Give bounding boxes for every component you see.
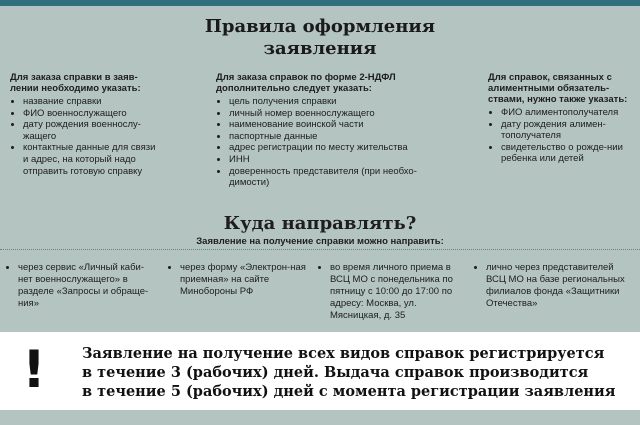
list-item: • свидетельство о рожде-нии ребенка или детей <box>501 142 630 165</box>
page-title <box>0 16 640 60</box>
list-item: • наименование воинской части <box>229 119 446 131</box>
route-personal-visit <box>318 262 466 322</box>
list-item: • дату рождения алимен-тополучателя <box>501 119 630 142</box>
page-title-line-1: Правила оформления <box>204 16 436 37</box>
requirements-list <box>488 107 630 165</box>
list-item: • цель получения справки <box>229 96 446 108</box>
route-e-reception <box>168 262 308 298</box>
list-item: • дату рождения военнослу-жащего <box>23 119 160 142</box>
list-item: • паспортные данные <box>229 131 446 143</box>
notice-line: в течение 5 (рабочих) дней с момента регистрации заявления <box>82 383 616 400</box>
list-item: • адрес регистрации по месту жительства <box>229 142 446 154</box>
top-accent-bar <box>0 0 640 6</box>
requirements-list <box>10 96 160 177</box>
notice-line: в течение 3 (рабочих) дней. Выдача справок производится <box>82 364 589 381</box>
column-heading: Для справок, связанных с алиментными обязатель-ствами, нужно также указать: <box>488 72 628 105</box>
route-text: • во время личного приема в ВСЦ МО с понедельника по пятницу с 10:00 до 17:00 по адресу: Москва, ул. Мясницкая, д. 35 <box>330 262 466 322</box>
route-text: • через сервис «Личный каби-нет военнослужащего» в разделе «Запросы и обраще-ния» <box>18 262 158 310</box>
list-item: • личный номер военнослужащего <box>229 108 446 120</box>
list-item: • контактные данные для связи и адрес, на который надо отправить готовую справку <box>23 142 160 177</box>
column-heading: Для заказа справок по форме 2-НДФЛ дополнительно следует указать: <box>216 72 396 94</box>
exclamation-icon: ! <box>22 340 46 400</box>
route-text: • лично через представителей ВСЦ МО на базе региональных филиалов фонда «Защитники Отечества» <box>486 262 634 310</box>
list-item: • ФИО алиментополучателя <box>501 107 630 119</box>
bottom-strip <box>0 410 640 425</box>
notice-text <box>82 344 622 401</box>
section-subtitle: Заявление на получение справки можно направить: <box>196 236 444 247</box>
route-personal-cabinet <box>6 262 158 310</box>
column-heading: Для заказа справки в заяв-лении необходимо указать: <box>10 72 141 94</box>
route-text: • через форму «Электрон-ная приемная» на сайте Минобороны РФ <box>180 262 308 298</box>
section-divider <box>0 249 640 250</box>
deadline-notice <box>0 332 640 410</box>
route-representatives <box>474 262 634 310</box>
requirements-column-alimony <box>488 72 630 165</box>
requirements-column-general <box>10 72 160 177</box>
requirements-list <box>216 96 446 189</box>
section-title-where-to-send: Куда направлять? <box>223 213 417 234</box>
list-item: • доверенность представителя (при необхо-димости) <box>229 166 446 189</box>
notice-line: Заявление на получение всех видов справок регистрируется <box>82 345 605 362</box>
requirements-column-ndfl <box>216 72 446 189</box>
list-item: • название справки <box>23 96 160 108</box>
list-item: • ФИО военнослужащего <box>23 108 160 120</box>
page-title-line-2: заявления <box>263 38 377 59</box>
list-item: • ИНН <box>229 154 446 166</box>
